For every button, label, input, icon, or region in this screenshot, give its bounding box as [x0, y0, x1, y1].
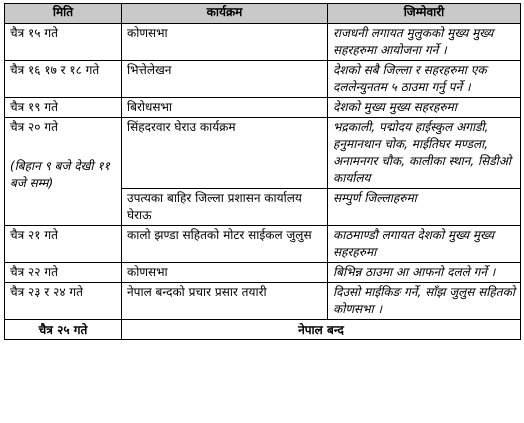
final-date-cell: चैत्र २५ गते — [5, 320, 122, 340]
responsibility-cell: भद्रकाली, पद्मोदय हाईस्कुल अगाडी, हनुमानथान चोक, माईतिघर मण्डला, अनामनगर चौक, कालीका स्थान, सिडीओ कार्यालय — [328, 118, 521, 189]
responsibility-cell: बिभिन्न ठाउमा आ आफनो दलले गर्ने । — [328, 263, 521, 283]
date-cell: चैत्र १६ १७ र १८ गते — [5, 61, 122, 98]
date-main: चैत्र २० गते — [10, 120, 58, 134]
responsibility-cell: दिउसो माईकिङ गर्ने, साँझ जुलुस सहितको कोणसभा । — [328, 283, 521, 320]
date-cell: चैत्र २२ गते — [5, 263, 122, 283]
program-cell: सिंहदरवार घेराउ कार्यक्रम — [122, 118, 328, 189]
table-row — [5, 263, 521, 283]
date-cell — [5, 118, 122, 226]
table-row — [5, 226, 521, 263]
header-row — [5, 4, 521, 24]
program-cell: भित्तेलेखन — [122, 61, 328, 98]
table-row — [5, 118, 521, 189]
final-row — [5, 320, 521, 340]
program-cell: कोणसभा — [122, 24, 328, 61]
table-row — [5, 283, 521, 320]
program-cell: कालो झण्डा सहितको मोटर साईकल जुलुस — [122, 226, 328, 263]
table-row — [5, 98, 521, 118]
time-note: (बिहान ९ बजे देखी ११ बजे सम्म) — [10, 159, 110, 190]
program-cell: नेपाल बन्दको प्रचार प्रसार तयारी — [122, 283, 328, 320]
program-cell: कोणसभा — [122, 263, 328, 283]
responsibility-cell: सम्पुर्ण जिल्लाहरुमा — [328, 189, 521, 226]
date-cell: चैत्र १५ गते — [5, 24, 122, 61]
header-date: मिति — [5, 4, 122, 24]
table-row — [5, 61, 521, 98]
table-row — [5, 24, 521, 61]
date-cell: चैत्र २१ गते — [5, 226, 122, 263]
date-cell: चैत्र २३ र २४ गते — [5, 283, 122, 320]
responsibility-cell: काठमाण्डौ लगायत देशको मुख्य मुख्य सहरहरुमा — [328, 226, 521, 263]
responsibility-cell: राजधनी लगायत मुलुकको मुख्य मुख्य सहरहरुमा आयोजना गर्ने । — [328, 24, 521, 61]
program-cell: बिरोधसभा — [122, 98, 328, 118]
header-program: कार्यक्रम — [122, 4, 328, 24]
protest-schedule-table — [4, 3, 521, 340]
program-cell: उपत्यका बाहिर जिल्ला प्रशासन कार्यालय घेराऊ — [122, 189, 328, 226]
responsibility-cell: देशको मुख्य मुख्य सहरहरुमा — [328, 98, 521, 118]
header-responsibility: जिम्मेवारी — [328, 4, 521, 24]
final-program-cell: नेपाल बन्द — [122, 320, 521, 340]
responsibility-cell: देशको सबै जिल्ला र सहरहरुमा एक दललेन्युनतम ५ ठाउमा गर्नु पर्ने । — [328, 61, 521, 98]
date-cell: चैत्र १९ गते — [5, 98, 122, 118]
